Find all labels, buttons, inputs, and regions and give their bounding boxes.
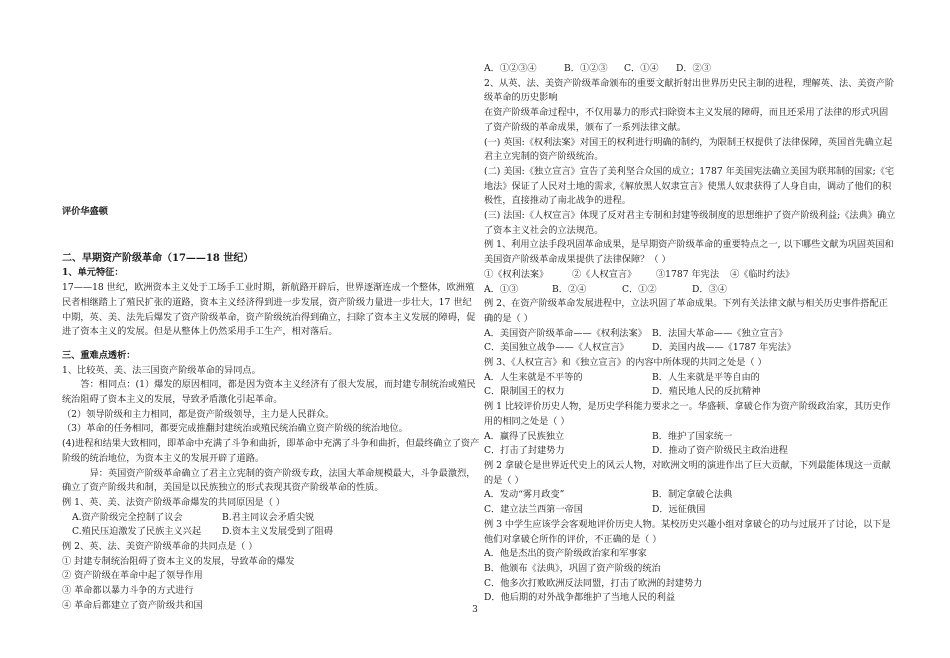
section2-2-title: 2、从英、法、美资产阶级革命颁布的重要文献折射出世界历史民主制的进程，理解英、法、美资产阶级革命的历史影响 <box>484 77 895 104</box>
ex2-options <box>484 62 896 77</box>
r-ex2b-option-a: A．发动“雾月政变” <box>484 489 565 501</box>
compare-title: 1、比较英、美、法三国资产阶级革命的异同点。 <box>62 364 261 376</box>
same-point-4: (4)进程和结果大致相同，即革命中充满了斗争和曲折，即革命中充满了斗争和曲折，但最终确立了资产阶级的统治地位，为资本主义的发展开辟了道路。 <box>62 438 480 464</box>
r-ex3-options-row1 <box>484 371 896 386</box>
ex2-question: 例 2、英、法、美资产阶级革命的共同点是（ ） <box>62 541 258 553</box>
r-ex2-option-a: A．美国资产阶级革命——《权利法案》 <box>484 327 647 339</box>
r-ex1-items <box>484 268 896 283</box>
r-ex3-option-d: D．殖民地人民的反抗精神 <box>652 386 761 398</box>
r-ex3-options-row2 <box>484 385 896 400</box>
r-ex1-options <box>484 283 896 298</box>
r-ex1b-option-c: C．打击了封建势力 <box>484 445 565 457</box>
unit-feature-text: 17——18 世纪，欧洲资本主义处于工场手工业时期，新航路开辟后，世界逐渐连成一个整体，欧洲殖民者相继踏上了殖民扩张的道路，资本主义经济得到进一步发展，资产阶级力量进一步壮大，17 世纪中期，英、美、法先后爆发了资产阶级革命，资产阶级统治得到确立，扫除了资本主义发展的障碍，促进了资本主义的发展。但是从整体上仍然采用手工生产，相对落后。 <box>62 282 476 338</box>
r-ex1-item-3: ③1787 年宪法 <box>656 268 720 280</box>
ex1-option-c: C.殖民压迫激发了民族主义兴起 <box>72 526 202 538</box>
r-ex1b-options-row1 <box>484 430 896 445</box>
unit-feature-title: 1、单元特征： <box>62 267 124 279</box>
r-ex2b-option-d: D．远征俄国 <box>652 504 706 516</box>
r-ex2b-option-c: C．建立法兰西第一帝国 <box>484 504 583 516</box>
r-ex1-item-2: ②《人权宣言》 <box>572 268 637 280</box>
england-docs: (一) 英国:《权利法案》对国王的权利进行明确的制约，为限制王权提供了法律保障，英国首先确立起君主立宪制的资产阶级统治。 <box>484 136 893 163</box>
r-ex3b-question: 例 3 中学生应该学会客观地评价历史人物。某校历史兴趣小组对拿破仑的功与过展开了讨论，以下是他们对拿破仑所作的评价，不正确的是（ ） <box>484 518 891 545</box>
ex1-options-row1 <box>62 511 480 526</box>
r-ex3b-option-b: B．他颁布《法典》，巩固了资产阶级的统治 <box>484 562 661 574</box>
left-column <box>62 0 480 614</box>
r-ex1-option-c: C．①② <box>622 283 657 295</box>
ex1-question: 例 1、英、美、法资产阶级革命爆发的共同原因是（ ） <box>62 496 285 508</box>
same-point-2: （2）领导阶级和主力相同，都是资产阶级领导，主力是人民群众。 <box>62 408 335 420</box>
option-c: C．①④ <box>624 63 659 74</box>
page-number: 3 <box>472 605 478 615</box>
r-ex3-option-b: B．人生来就是平等自由的 <box>652 371 760 383</box>
ex2-item-4: ④ 革命后都建立了资产阶级共和国 <box>62 599 203 611</box>
ex1-options-row2 <box>62 525 480 540</box>
r-ex1-option-b: B．②④ <box>552 283 587 295</box>
r-ex2b-options-row1 <box>484 488 896 503</box>
ex1-option-a: A.资产阶级完全控制了议会 <box>72 511 183 523</box>
r-ex2-option-c: C．美国独立战争——《人权宣言》 <box>484 342 629 354</box>
r-ex2-question: 例 2、在资产阶级革命发展进程中，立法巩固了革命成果。下列有关法律文献与相关历史事件搭配正确的是（ ） <box>484 298 888 324</box>
r-ex2-options-row2 <box>484 341 896 356</box>
r-ex1b-options-row2 <box>484 444 896 459</box>
section2-2-text: 在资产阶级革命过程中，不仅用暴力的形式扫除资本主义发展的障碍，而且还采用了法律的形式巩固了资产阶级的革命成果，颁布了一系列法律文献。 <box>484 107 889 133</box>
same-point-1: 答：相同点：(1）爆发的原因相同，都是因为资本主义经济有了很大发展，而封建专制统治或殖民统治阻碍了资本主义的发展，导致矛盾激化引起革命。 <box>62 379 476 406</box>
r-ex1b-question: 例 1 比较评价历史人物，是历史学科能力要求之一。华盛顿、拿破仑作为资产阶级政治家，其历史作用的相同之处是（ ） <box>484 401 891 427</box>
r-ex3-question: 例 3、《人权宣言》和《独立宣言》的内容中所体现的共同之处是（ ） <box>484 357 767 369</box>
r-ex1-item-1: ①《权利法案》 <box>484 268 549 280</box>
r-ex2b-option-b: B．制定拿破仑法典 <box>652 489 733 501</box>
ex1-option-b: B.君主同议会矛盾尖锐 <box>222 511 315 523</box>
section2-title: 二、早期资产阶级革命（17——18 世纪） <box>62 252 254 264</box>
r-ex3b-option-a: A．他是杰出的资产阶级政治家和军事家 <box>484 548 647 560</box>
section3-title: 三、重难点透析： <box>62 349 136 361</box>
r-ex1-question: 例 1、利用立法手段巩固革命成果，是早期资产阶级革命的重要特点之一, 以下哪些文献为巩固英国和美国资产阶级革命成果提供了法律保障？（ ） <box>484 239 894 266</box>
france-docs: (三) 法国:《人权宣言》体现了反对君主专制和封建等级制度的思想维护了资产阶级利益;《法典》确立了资本主义社会的立法规范。 <box>484 210 896 236</box>
option-b: B．①②③ <box>564 63 608 74</box>
ex2-item-3: ③ 革命都以暴力斗争的方式进行 <box>62 585 194 597</box>
ex2-item-2: ② 资产阶级在革命中起了领导作用 <box>62 570 203 582</box>
r-ex1b-option-d: D．推动了资产阶级民主政治进程 <box>652 445 788 457</box>
evaluation-title: 评价华盛顿 <box>62 206 108 217</box>
r-ex1b-option-a: A．赢得了民族独立 <box>484 430 565 442</box>
r-ex1-option-a: A．①③ <box>484 283 519 295</box>
difference-text: 异：英国资产阶级革命确立了君主立宪制的资产阶级专政，法国大革命规模最大，斗争最激烈，确立了资产阶级共和制，美国是以民族独立的形式表现其资产阶级革命的性质。 <box>62 467 476 494</box>
r-ex3b-option-c: C．他多次打败欧洲反法同盟，打击了欧洲的封建势力 <box>484 577 703 589</box>
r-ex3b-option-d: D．他后期的对外战争都维护了当地人民的利益 <box>484 592 676 604</box>
r-ex1b-option-b: B．维护了国家统一 <box>652 430 733 442</box>
r-ex3-option-c: C．限制国王的权力 <box>484 386 565 398</box>
option-a: A．①②③④ <box>484 63 537 74</box>
option-d: D．②③ <box>676 63 711 74</box>
r-ex3-option-a: A．人生来就是不平等的 <box>484 371 583 383</box>
r-ex2-options-row1 <box>484 327 896 342</box>
r-ex1-option-d: D．③④ <box>692 283 727 295</box>
right-column <box>484 0 896 606</box>
r-ex2-option-b: B．法国大革命——《独立宣言》 <box>652 327 788 339</box>
same-point-3: （3）革命的任务相同，都要完成推翻封建统治或殖民统治确立资产阶级的统治地位。 <box>62 423 408 435</box>
ex1-option-d: D.资本主义发展受到了阻碍 <box>222 526 334 538</box>
ex2-item-1: ① 封建专制统治阻碍了资本主义的发展，导致革命的爆发 <box>62 555 295 567</box>
r-ex2b-question: 例 2 拿破仑是世界近代史上的风云人物，对欧洲文明的演进作出了巨大贡献，下列最能体现这一贡献的是（ ） <box>484 459 891 486</box>
r-ex1-item-4: ④《临时约法》 <box>730 268 795 280</box>
america-docs: (二) 美国:《独立宣言》宣告了美利坚合众国的成立；1787 年美国宪法确立美国为联邦制的国家;《宅地法》保证了人民对土地的需求,《解放黑人奴隶宣言》使黑人奴隶获得了人身自由，调动了他们的积极性，直接推动了南北战争的进程。 <box>484 165 895 207</box>
r-ex2b-options-row2 <box>484 503 896 518</box>
r-ex2-option-d: D．美国内战——《1787 年宪法》 <box>652 342 796 354</box>
